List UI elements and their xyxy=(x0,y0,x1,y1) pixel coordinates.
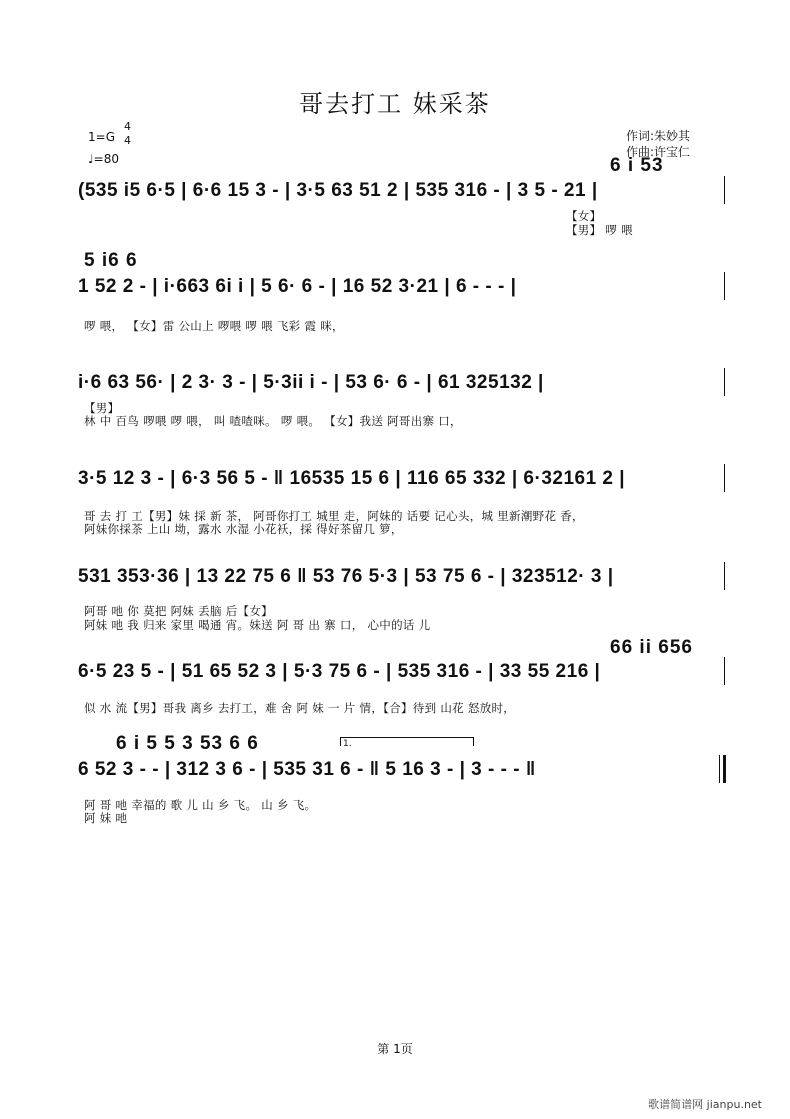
notation-line: 1 52 2 - | i·663 6i i | 5 6· 6 - | 16 52 3·21 | 6 - - - | xyxy=(78,276,517,297)
time-signature-bottom: 4 xyxy=(124,134,131,147)
lyric-line: 阿 妹 吔 xyxy=(84,811,128,825)
bar-line xyxy=(724,562,725,590)
lyric-line: 林 中 百鸟 啰喂 啰 喂， 叫 喳喳咪。 啰 喂。 【女】我送 阿哥出寨 口， xyxy=(84,414,462,428)
composer-credit: 作曲:许宝仁 xyxy=(626,145,691,159)
lyric-line: 【女】 xyxy=(566,209,602,223)
notation-line: 531 353·36 | 13 22 75 6 ‖ 53 76 5·3 | 53 75 6 - | 323512· 3 | xyxy=(78,566,614,587)
notation-line: 6·5 23 5 - | 51 65 52 3 | 5·3 75 6 - | 535 316 - | 33 55 216 | xyxy=(78,661,601,682)
page-title: 哥去打工 妹采茶 xyxy=(299,90,491,118)
notation-line: (535 i5 6·5 | 6·6 15 3 - | 3·5 63 51 2 | 535 316 - | 3 5 - 21 | xyxy=(78,180,598,201)
key-signature: 1=G xyxy=(88,130,115,144)
volta-label: 1. xyxy=(343,739,352,749)
lyric-line: 【男】 xyxy=(84,401,120,415)
page-number: 第 1页 xyxy=(377,1042,413,1056)
final-bar-thick xyxy=(723,755,726,783)
upper-voice-notes: 66 ii 656 xyxy=(610,637,693,658)
lyric-line: 阿哥 吔 你 莫把 阿妹 丢脑 后【女】 xyxy=(84,604,273,618)
upper-voice-notes: 6 i 5 5 3 53 6 6 xyxy=(116,733,259,754)
bar-line xyxy=(724,272,725,300)
bar-line xyxy=(724,464,725,492)
lyricist-credit: 作词:朱妙其 xyxy=(626,129,691,143)
time-signature xyxy=(124,120,131,148)
bar-line xyxy=(724,176,725,204)
notation-line: 6 52 3 - - | 312 3 6 - | 535 31 6 - ‖ 5 16 3 - | 3 - - - ‖ xyxy=(78,759,536,780)
lyric-line: 似 水 流【男】哥我 离乡 去打工，难 舍 阿 妹 一 片 情，【合】待到 山花 怒放时， xyxy=(84,701,516,715)
notation-line: i·6 63 56· | 2 3· 3 - | 5·3ii i - | 53 6· 6 - | 61 325132 | xyxy=(78,372,544,393)
final-bar-thin xyxy=(719,755,720,783)
lyric-line: 啰 喂， 【女】雷 公山上 啰喂 啰 喂 飞彩 霞 咪， xyxy=(84,319,344,333)
time-signature-top: 4 xyxy=(124,120,131,133)
first-ending-bracket xyxy=(340,737,474,746)
lyric-line: 哥 去 打 工【男】妹 採 新 茶， 阿哥你打工 城里 走，阿妹的 话要 记心头，城 里新潮野花 香， xyxy=(84,509,584,523)
upper-voice-notes: 6 i 53 xyxy=(610,155,664,176)
lyric-line: 【男】 啰 喂 xyxy=(566,223,633,237)
quarter-note-icon: ♩ xyxy=(88,152,94,166)
tempo-value: =80 xyxy=(93,152,119,166)
lyric-line: 阿妹你採茶 上山 坳，露水 水湿 小花袄，採 得好茶留几 箩， xyxy=(84,522,403,536)
tempo-marking xyxy=(88,152,119,166)
bar-line xyxy=(724,657,725,685)
notation-line: 3·5 12 3 - | 6·3 56 5 - ‖ 16535 15 6 | 116 65 332 | 6·32161 2 | xyxy=(78,468,626,489)
bar-line xyxy=(724,368,725,396)
lyric-line: 阿妹 吔 我 归来 家里 喝通 宵。妹送 阿 哥 出 寨 口， 心中的话 儿 xyxy=(84,618,431,632)
lyric-line: 阿 哥 吔 幸福的 歌 儿 山 乡 飞。 山 乡 飞。 xyxy=(84,798,317,812)
watermark: 歌谱简谱网 jianpu.net xyxy=(648,1098,762,1111)
upper-voice-notes: 5 i6 6 xyxy=(84,250,138,271)
